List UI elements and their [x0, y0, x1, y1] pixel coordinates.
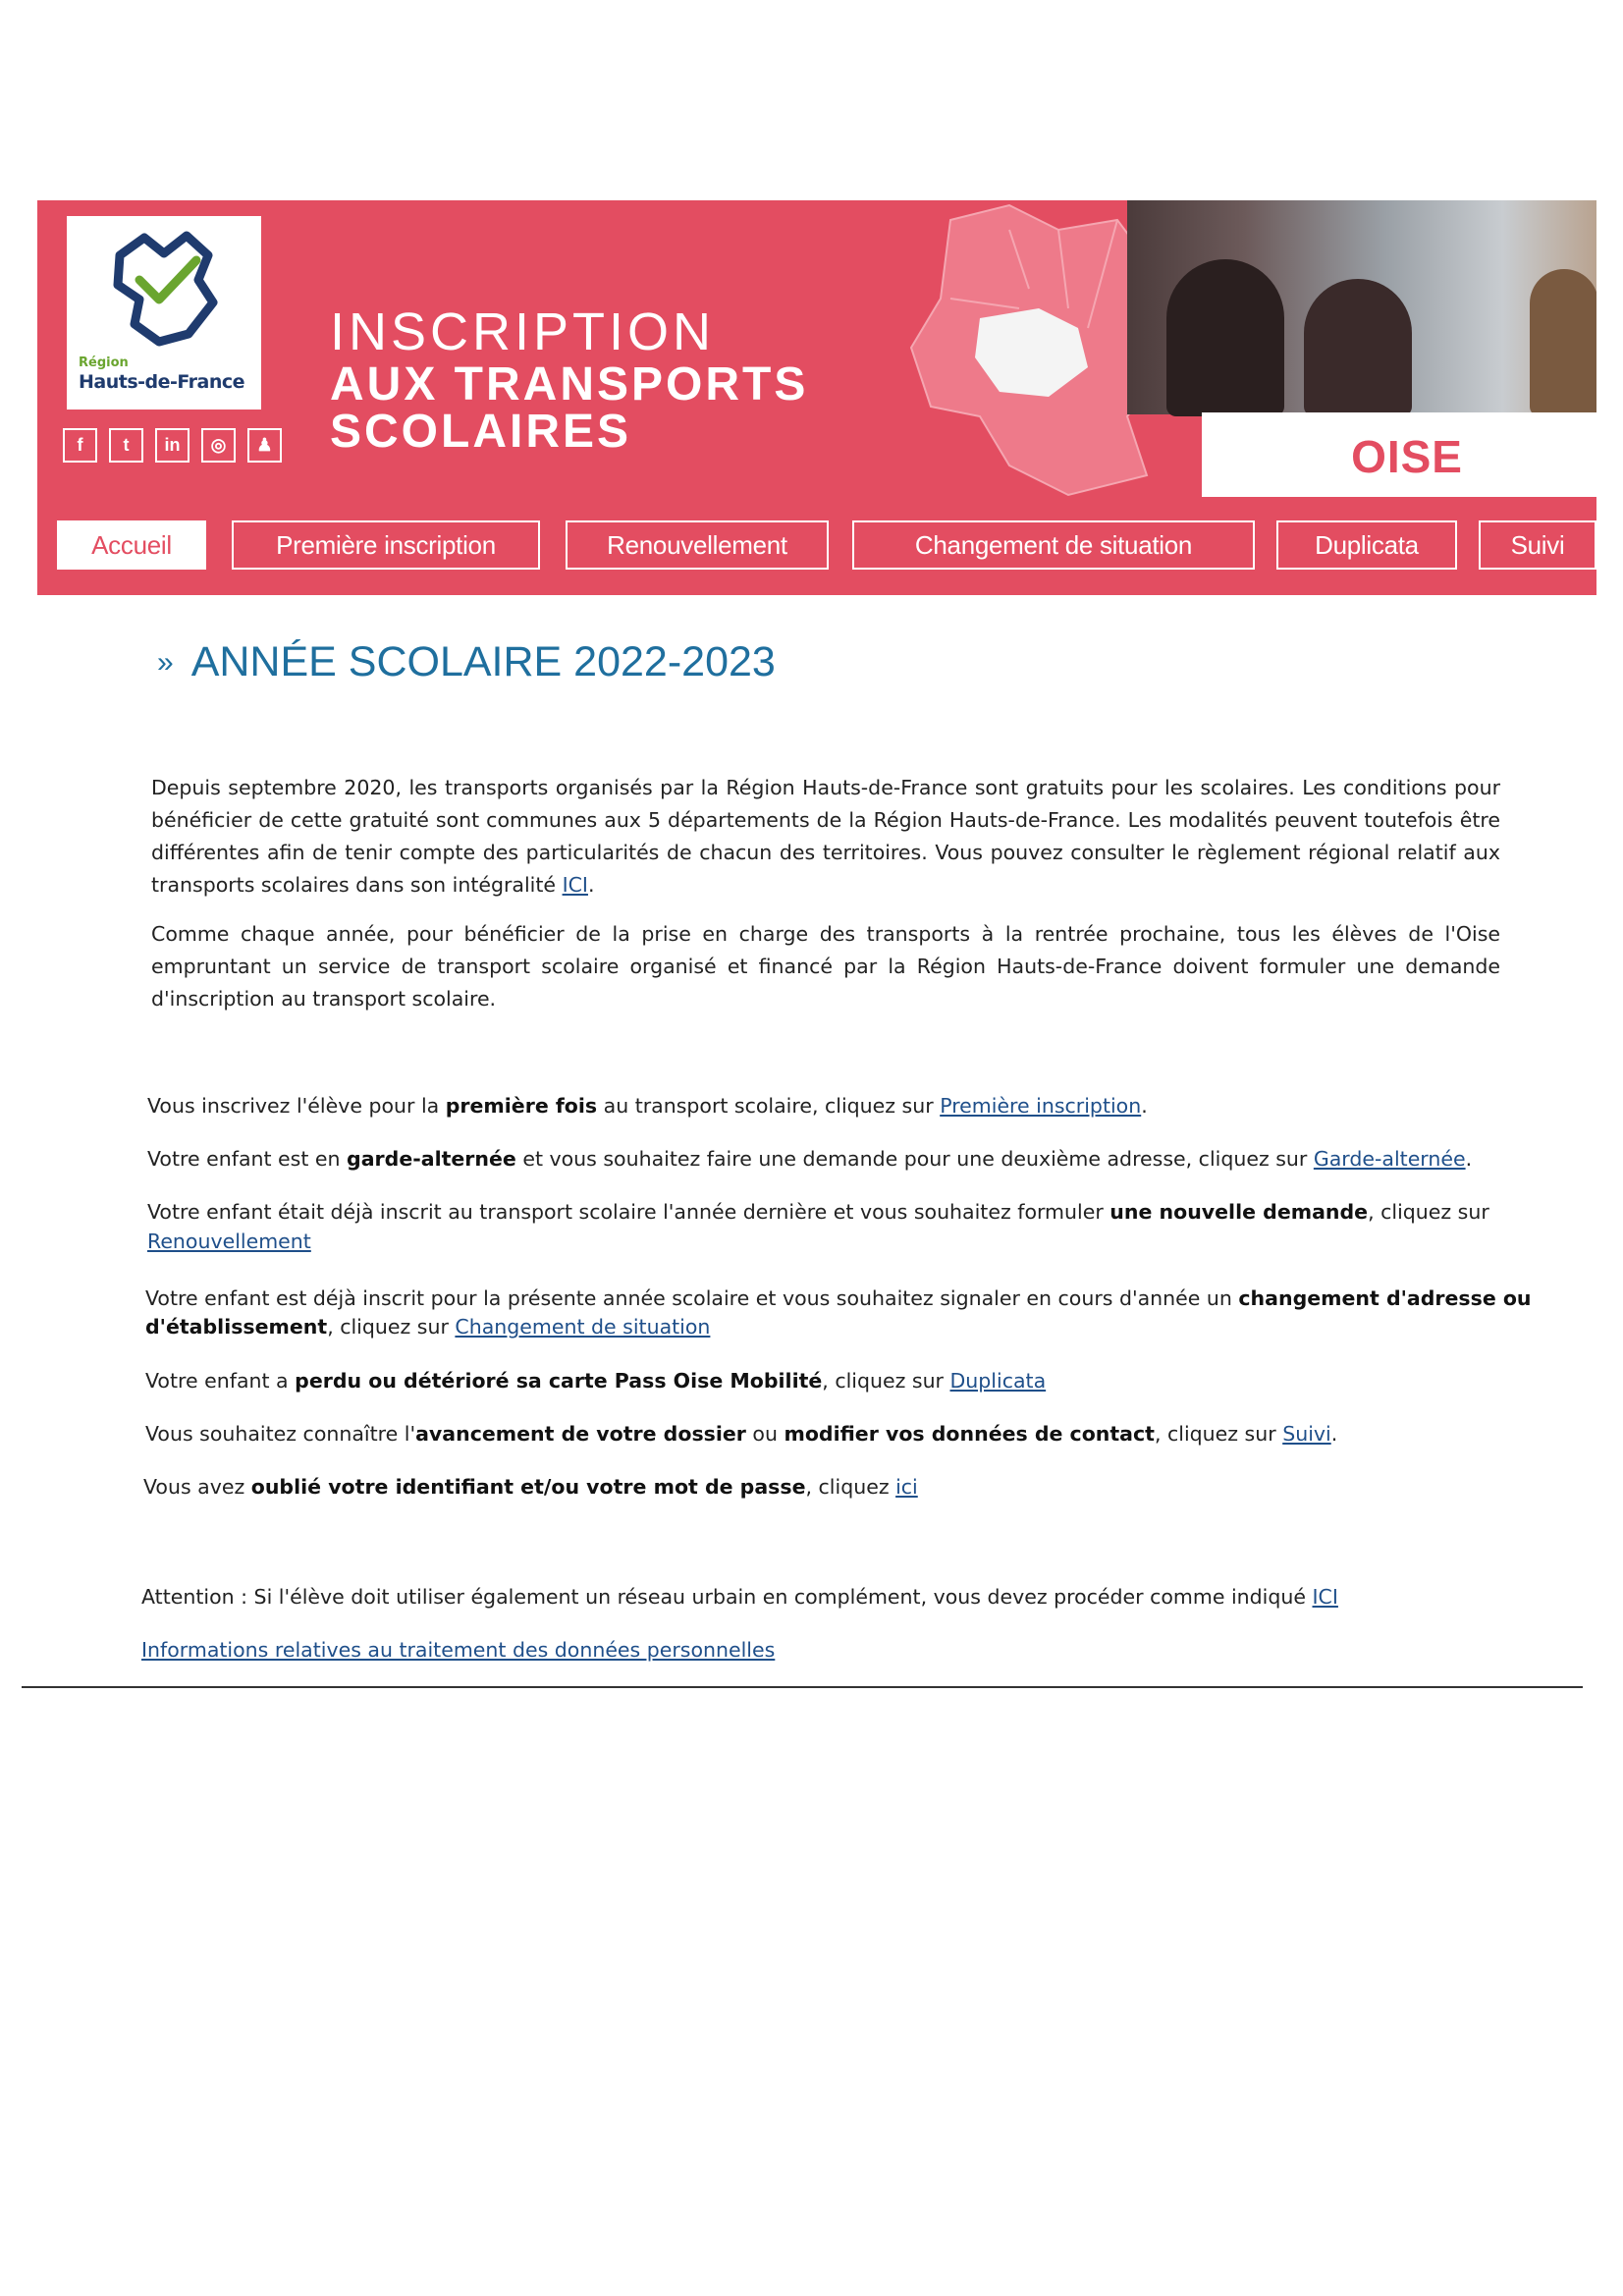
header-banner: [37, 200, 1596, 501]
logo-region-label: Région: [79, 355, 129, 370]
title-line-2: AUX TRANSPORTS: [330, 358, 809, 410]
info-line-renouvellement-link-row: [147, 1228, 311, 1255]
info-line-identifiant: [143, 1473, 918, 1501]
attention-text: Attention : Si l'élève doit utiliser également un réseau urbain en complément, vous devez procéder comme indiqué: [141, 1585, 1313, 1609]
l4-b2: d'établissement: [145, 1315, 328, 1339]
forgot-password-link[interactable]: ici: [895, 1475, 918, 1499]
l5-c: , cliquez sur: [822, 1369, 950, 1393]
reglement-link[interactable]: ICI: [562, 873, 588, 897]
page-title-text: ANNÉE SCOLAIRE 2022-2023: [190, 638, 776, 685]
l6-end: .: [1330, 1422, 1338, 1446]
l6-b: avancement de votre dossier: [415, 1422, 746, 1446]
l6-a: Vous souhaitez connaître l': [145, 1422, 416, 1446]
france-heart-logo-icon: [100, 226, 228, 354]
tab-suivi[interactable]: Suivi: [1479, 520, 1596, 570]
title-line-3: SCOLAIRES: [330, 406, 632, 458]
l1-a: Vous inscrivez l'élève pour la: [147, 1094, 446, 1118]
l7-b: oublié votre identifiant et/ou votre mot de passe: [250, 1475, 806, 1499]
l6-e: , cliquez sur: [1154, 1422, 1283, 1446]
l2-b: garde-alternée: [347, 1147, 516, 1171]
l3-c: , cliquez sur: [1368, 1200, 1489, 1224]
info-line-renouvellement: [147, 1198, 1489, 1226]
l1-b: première fois: [445, 1094, 598, 1118]
info-line-garde-alternee: [147, 1145, 1472, 1173]
social-links: [63, 428, 282, 463]
attention-note: [141, 1583, 1338, 1611]
l7-a: Vous avez: [143, 1475, 251, 1499]
region-logo[interactable]: [67, 216, 261, 410]
l6-d: modifier vos données de contact: [784, 1422, 1155, 1446]
tab-premiere-inscription[interactable]: Première inscription: [232, 520, 540, 570]
snapchat-icon[interactable]: ♟: [247, 428, 282, 463]
l3-a: Votre enfant était déjà inscrit au transport scolaire l'année dernière et vous souhaitez formuler: [147, 1200, 1110, 1224]
students-bus-photo: [1127, 200, 1596, 414]
reseau-urbain-link[interactable]: ICI: [1312, 1585, 1338, 1609]
page-title: [157, 638, 776, 686]
l4-b: changement d'adresse ou: [1238, 1286, 1532, 1310]
privacy-row: [141, 1636, 775, 1664]
l4-a: Votre enfant est déjà inscrit pour la présente année scolaire et vous souhaitez signaler en cours d'année un: [145, 1286, 1239, 1310]
intro-paragraph-1: [151, 772, 1500, 902]
privacy-link[interactable]: Informations relatives au traitement des données personnelles: [141, 1638, 776, 1662]
l2-c: et vous souhaitez faire une demande pour une deuxième adresse, cliquez sur: [515, 1147, 1314, 1171]
main-navigation: [37, 501, 1596, 595]
info-line-duplicata: [145, 1367, 1046, 1394]
l6-c: ou: [745, 1422, 784, 1446]
intro-1-end: .: [587, 873, 595, 897]
tab-accueil[interactable]: Accueil: [57, 520, 206, 570]
renouvellement-link[interactable]: Renouvellement: [147, 1230, 311, 1253]
double-chevron-right-icon: »: [157, 646, 174, 679]
info-line-premiere-inscription: [147, 1092, 1148, 1120]
l1-end: .: [1141, 1094, 1148, 1118]
twitter-icon[interactable]: t: [109, 428, 143, 463]
duplicata-link[interactable]: Duplicata: [949, 1369, 1047, 1393]
l4-c: , cliquez sur: [327, 1315, 456, 1339]
l5-b: perdu ou détérioré sa carte Pass Oise Mobilité: [295, 1369, 823, 1393]
l7-c: , cliquez: [805, 1475, 896, 1499]
l3-b: une nouvelle demande: [1109, 1200, 1369, 1224]
footer-divider: [22, 1686, 1583, 1688]
department-label-box: [1202, 412, 1596, 497]
tab-changement-situation[interactable]: Changement de situation: [852, 520, 1255, 570]
info-line-changement: [145, 1285, 1532, 1312]
facebook-icon[interactable]: f: [63, 428, 97, 463]
logo-name-label: Hauts-de-France: [79, 371, 245, 393]
info-line-suivi: [145, 1420, 1337, 1448]
instagram-icon[interactable]: ◎: [201, 428, 236, 463]
title-line-1: INSCRIPTION: [330, 302, 716, 361]
changement-situation-link[interactable]: Changement de situation: [455, 1315, 711, 1339]
l1-c: au transport scolaire, cliquez sur: [597, 1094, 941, 1118]
department-label: OISE: [1351, 431, 1463, 482]
intro-1-text: Depuis septembre 2020, les transports organisés par la Région Hauts-de-France sont gratuits pour les scolaires. Les conditions pour bénéficier de cette gratuité sont communes aux 5 départements de la Région Hauts-de-France. Les modalités peuvent toutefois être différentes afin de tenir compte des particularités de chacun des territoires. Vous pouvez consulter le règlement régional relatif aux transports scolaires dans son intégralité: [151, 776, 1500, 897]
premiere-inscription-link[interactable]: Première inscription: [940, 1094, 1142, 1118]
page-banner-title: [330, 302, 808, 456]
info-line-changement-row-2: [145, 1313, 710, 1340]
l2-end: .: [1465, 1147, 1473, 1171]
l5-a: Votre enfant a: [145, 1369, 296, 1393]
tab-renouvellement[interactable]: Renouvellement: [566, 520, 829, 570]
suivi-link[interactable]: Suivi: [1282, 1422, 1331, 1446]
garde-alternee-link[interactable]: Garde-alternée: [1313, 1147, 1466, 1171]
linkedin-icon[interactable]: in: [155, 428, 189, 463]
l2-a: Votre enfant est en: [147, 1147, 348, 1171]
tab-duplicata[interactable]: Duplicata: [1276, 520, 1457, 570]
intro-paragraph-2: Comme chaque année, pour bénéficier de la prise en charge des transports à la rentrée prochaine, tous les élèves de l'Oise empruntant un service de transport scolaire organisé et financé par la Région Hauts-de-France doivent formuler une demande d'inscription au transport scolaire.: [151, 922, 1500, 1011]
